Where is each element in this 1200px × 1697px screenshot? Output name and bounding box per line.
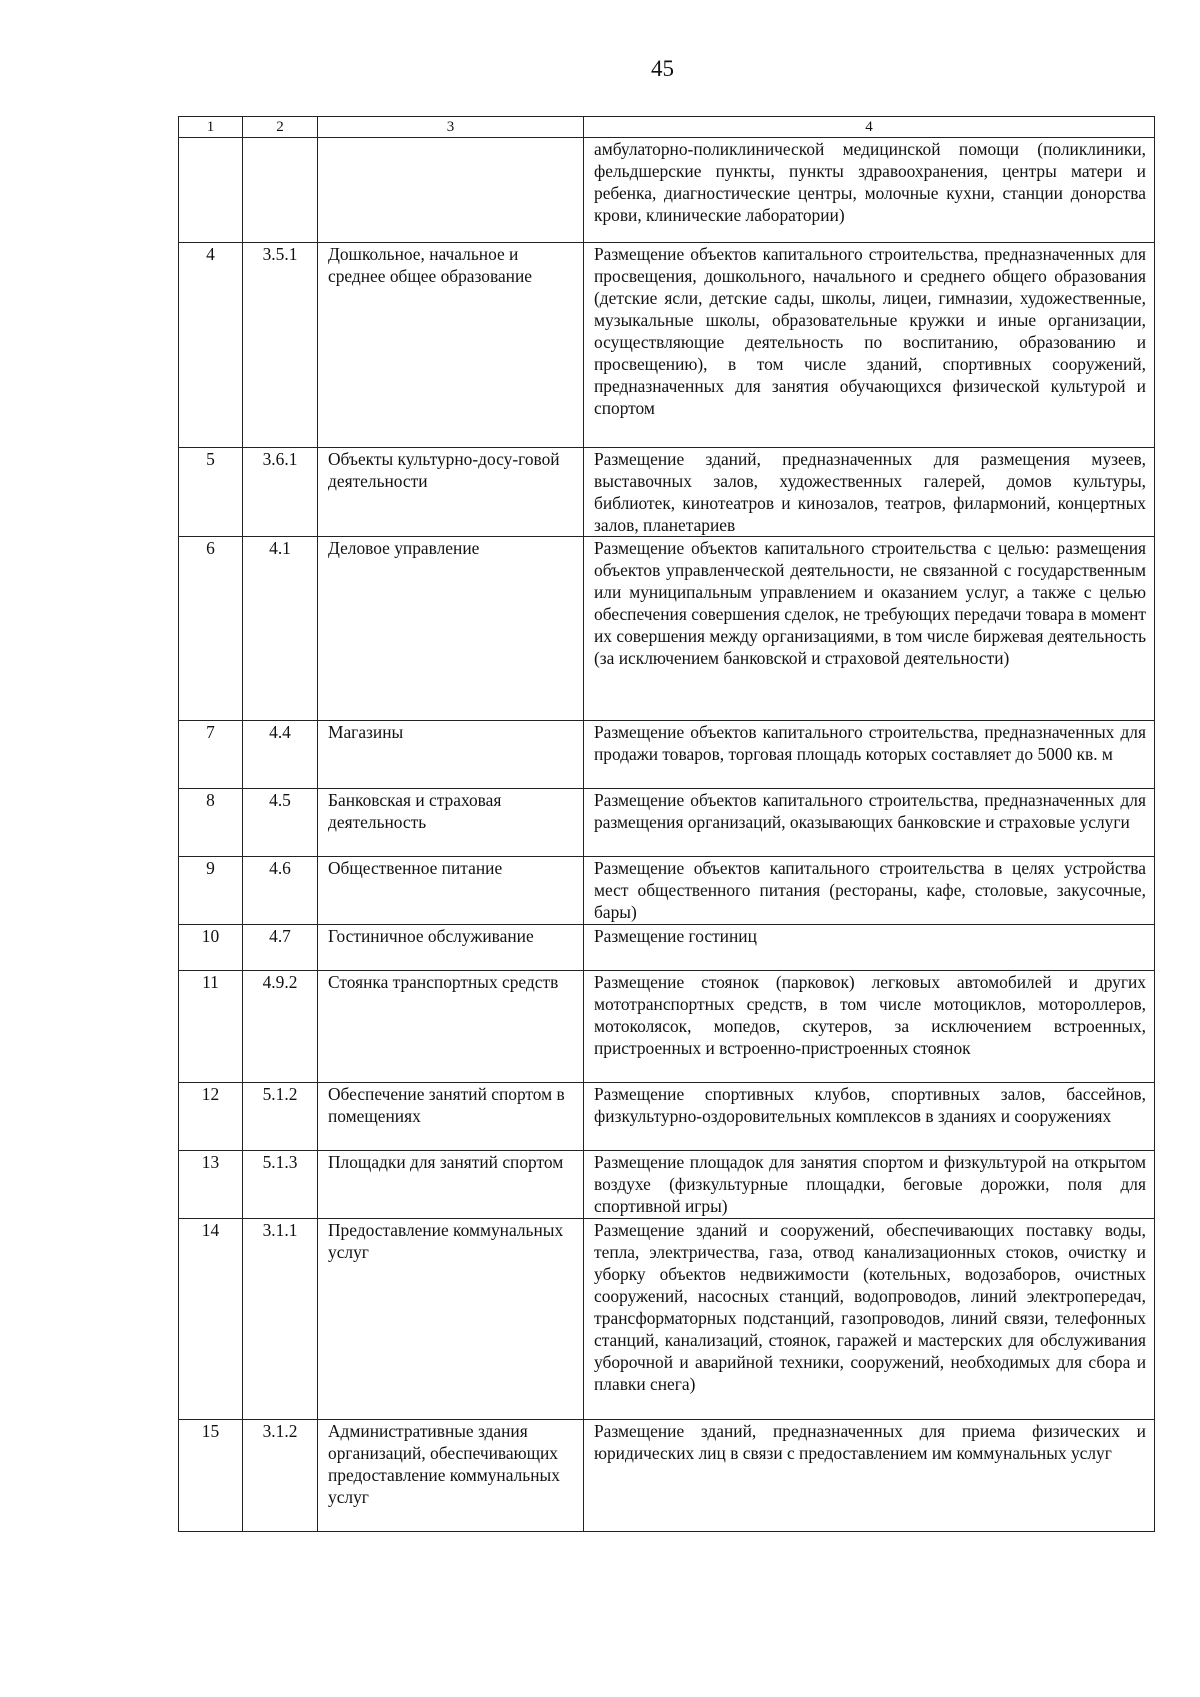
table-row bbox=[179, 721, 1155, 789]
row-number: 14 bbox=[179, 1219, 243, 1420]
row-number: 13 bbox=[179, 1151, 243, 1219]
table-row bbox=[179, 789, 1155, 857]
row-code: 5.1.3 bbox=[243, 1151, 318, 1219]
table-row bbox=[179, 971, 1155, 1083]
row-description: Размещение зданий, предназначенных для размещения музеев, выставочных залов, художественных галерей, домов культуры, библиотек, кинотеатров и кинозалов, театров, филармоний, концертных залов, планетариев bbox=[584, 448, 1155, 537]
land-use-table bbox=[178, 116, 1155, 1532]
row-number: 10 bbox=[179, 925, 243, 971]
table-row bbox=[179, 1151, 1155, 1219]
column-header-3: 3 bbox=[318, 117, 584, 138]
table-row bbox=[179, 243, 1155, 448]
row-number: 12 bbox=[179, 1083, 243, 1151]
row-description: Размещение площадок для занятия спортом и физкультурой на открытом воздухе (физкультурные площадки, беговые дорожки, поля для спортивной игры) bbox=[584, 1151, 1155, 1219]
row-code: 4.9.2 bbox=[243, 971, 318, 1083]
row-number bbox=[179, 138, 243, 243]
page-number: 45 bbox=[651, 56, 674, 81]
row-name: Банковская и страховая деятельность bbox=[318, 789, 584, 857]
row-code bbox=[243, 138, 318, 243]
table-row bbox=[179, 1420, 1155, 1532]
row-name: Объекты культурно-досу-говой деятельности bbox=[318, 448, 584, 537]
row-description: Размещение зданий и сооружений, обеспечивающих поставку воды, тепла, электричества, газа, отвод канализационных стоков, очистку и уборку объектов недвижимости (котельных, водозаборов, очистных сооружений, насосных станций, водопроводов, линий электропередач, трансформаторных подстанций, газопроводов, линий связи, телефонных станций, канализаций, стоянок, гаражей и мастерских для обслуживания уборочной и аварийной техники, сооружений, необходимых для сбора и плавки снега) bbox=[584, 1219, 1155, 1420]
row-number: 4 bbox=[179, 243, 243, 448]
row-code: 4.4 bbox=[243, 721, 318, 789]
row-number: 7 bbox=[179, 721, 243, 789]
row-code: 4.5 bbox=[243, 789, 318, 857]
row-name bbox=[318, 138, 584, 243]
column-header-4: 4 bbox=[584, 117, 1155, 138]
row-name: Административные здания организаций, обеспечивающих предоставление коммунальных услуг bbox=[318, 1420, 584, 1532]
table-row bbox=[179, 537, 1155, 721]
row-name: Магазины bbox=[318, 721, 584, 789]
row-name: Дошкольное, начальное и среднее общее образование bbox=[318, 243, 584, 448]
row-number: 8 bbox=[179, 789, 243, 857]
row-description: Размещение объектов капитального строительства, предназначенных для размещения организаций, оказывающих банковские и страховые услуги bbox=[584, 789, 1155, 857]
table-row bbox=[179, 857, 1155, 925]
row-name: Деловое управление bbox=[318, 537, 584, 721]
row-description: Размещение объектов капитального строительства в целях устройства мест общественного питания (рестораны, кафе, столовые, закусочные, бары) bbox=[584, 857, 1155, 925]
row-code: 3.5.1 bbox=[243, 243, 318, 448]
row-description: Размещение стоянок (парковок) легковых автомобилей и других мототранспортных средств, в том числе мотоциклов, мотороллеров, мотоколясок, мопедов, скутеров, за исключением встроенных, пристроенных и встроенно-пристроенных стоянок bbox=[584, 971, 1155, 1083]
row-code: 3.1.2 bbox=[243, 1420, 318, 1532]
row-code: 4.6 bbox=[243, 857, 318, 925]
row-description: Размещение спортивных клубов, спортивных залов, бассейнов, физкультурно-оздоровительных комплексов в зданиях и сооружениях bbox=[584, 1083, 1155, 1151]
row-description: Размещение объектов капитального строительства с целью: размещения объектов управленческой деятельности, не связанной с государственным или муниципальным управлением и оказанием услуг, а также с целью обеспечения совершения сделок, не требующих передачи товара в момент их совершения между организациями, в том числе биржевая деятельность (за исключением банковской и страховой деятельности) bbox=[584, 537, 1155, 721]
row-name: Предоставление коммунальных услуг bbox=[318, 1219, 584, 1420]
row-description: Размещение зданий, предназначенных для приема физических и юридических лиц в связи с предоставлением им коммунальных услуг bbox=[584, 1420, 1155, 1532]
row-description: Размещение объектов капитального строительства, предназначенных для просвещения, дошкольного, начального и среднего общего образования (детские ясли, детские сады, школы, лицеи, гимназии, художественные, музыкальные школы, образовательные кружки и иные организации, осуществляющие деятельность по воспитанию, образованию и просвещению), в том числе зданий, спортивных сооружений, предназначенных для занятия обучающихся физической культурой и спортом bbox=[584, 243, 1155, 448]
row-name: Площадки для занятий спортом bbox=[318, 1151, 584, 1219]
row-description: Размещение объектов капитального строительства, предназначенных для продажи товаров, торговая площадь которых составляет до 5000 кв. м bbox=[584, 721, 1155, 789]
row-number: 6 bbox=[179, 537, 243, 721]
row-number: 11 bbox=[179, 971, 243, 1083]
row-number: 5 bbox=[179, 448, 243, 537]
row-name: Стоянка транспортных средств bbox=[318, 971, 584, 1083]
table-row bbox=[179, 925, 1155, 971]
row-description: амбулаторно-поликлинической медицинской помощи (поликлиники, фельдшерские пункты, пункты здравоохранения, центры матери и ребенка, диагностические центры, молочные кухни, станции донорства крови, клинические лаборатории) bbox=[584, 138, 1155, 243]
row-code: 4.1 bbox=[243, 537, 318, 721]
row-code: 4.7 bbox=[243, 925, 318, 971]
row-description: Размещение гостиниц bbox=[584, 925, 1155, 971]
column-header-2: 2 bbox=[243, 117, 318, 138]
row-name: Гостиничное обслуживание bbox=[318, 925, 584, 971]
table-row bbox=[179, 1083, 1155, 1151]
row-name: Общественное питание bbox=[318, 857, 584, 925]
header-row bbox=[179, 117, 1155, 138]
row-code: 3.6.1 bbox=[243, 448, 318, 537]
row-number: 9 bbox=[179, 857, 243, 925]
table-row bbox=[179, 448, 1155, 537]
row-code: 5.1.2 bbox=[243, 1083, 318, 1151]
column-header-1: 1 bbox=[179, 117, 243, 138]
row-code: 3.1.1 bbox=[243, 1219, 318, 1420]
row-name: Обеспечение занятий спортом в помещениях bbox=[318, 1083, 584, 1151]
row-number: 15 bbox=[179, 1420, 243, 1532]
table-row bbox=[179, 138, 1155, 243]
table-row bbox=[179, 1219, 1155, 1420]
